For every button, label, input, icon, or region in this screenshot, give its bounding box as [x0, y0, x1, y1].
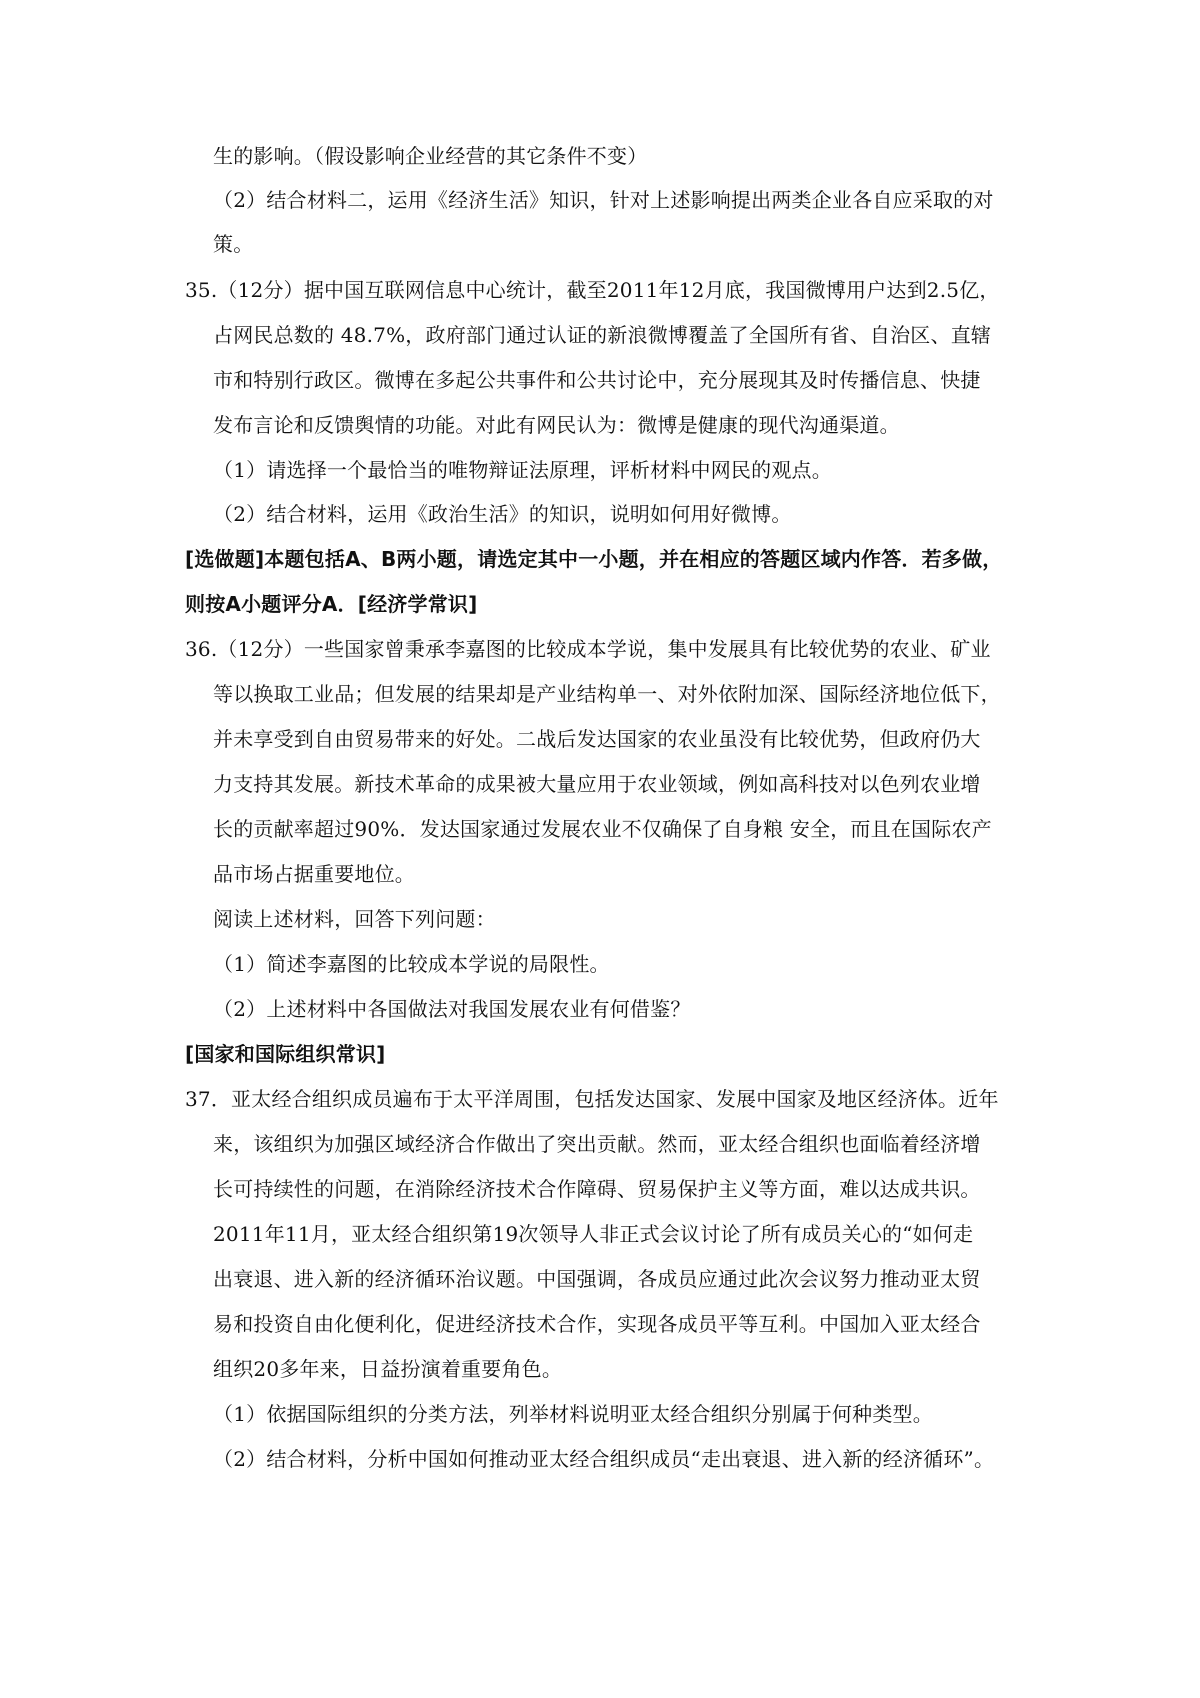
text-line: 市和特别行政区。微博在多起公共事件和公共讨论中，充分展现其及时传播信息、快捷 [213, 368, 981, 392]
sub-question-2: （2）上述材料中各国做法对我国发展农业有何借鉴？ [213, 997, 691, 1021]
text-line: 出衰退、进入新的经济循环治议题。中国强调，各成员应通过此次会议努力推动亚太贸 [213, 1267, 981, 1291]
instruction-line: 阅读上述材料，回答下列问题： [213, 907, 496, 931]
text-line: 等以换取工业品；但发展的结果却是产业结构单一、对外依附加深、国际经济地位低下， [213, 682, 1001, 706]
text-line: 占网民总数的 48.7%，政府部门通过认证的新浪微博覆盖了全国所有省、自治区、直辖 [213, 323, 992, 347]
text-line: 策。 [213, 232, 254, 256]
section-heading-economics: 则按A小题评分A．[经济学常识] [185, 592, 478, 616]
question-35: 35.（12分）据中国互联网信息中心统计，截至2011年12月底，我国微博用户达到2.5亿， [185, 278, 1000, 302]
sub-question-1: （1）简述李嘉图的比较成本学说的局限性。 [213, 952, 610, 976]
elective-instruction: [选做题]本题包括A、B两小题，请选定其中一小题，并在相应的答题区域内作答．若多做， [185, 547, 1003, 571]
sub-question-1: （1）请选择一个最恰当的唯物辩证法原理，评析材料中网民的观点。 [213, 458, 832, 482]
text-line: 并未享受到自由贸易带来的好处。二战后发达国家的农业虽没有比较优势，但政府仍大 [213, 727, 981, 751]
text-line: 发布言论和反馈舆情的功能。对此有网民认为：微博是健康的现代沟通渠道。 [213, 413, 900, 437]
text-line: 品市场占据重要地位。 [213, 862, 415, 886]
sub-question-2: （2）结合材料，分析中国如何推动亚太经合组织成员“走出衰退、进入新的经济循环”。 [213, 1447, 995, 1471]
text-line: 长的贡献率超过90%．发达国家通过发展农业不仅确保了自身粮 安全，而且在国际农产 [213, 817, 992, 841]
sub-question-2: （2）结合材料二，运用《经济生活》知识，针对上述影响提出两类企业各自应采取的对 [213, 188, 994, 212]
question-37: 37．亚太经合组织成员遍布于太平洋周围，包括发达国家、发展中国家及地区经济体。近年 [185, 1087, 999, 1111]
question-36: 36.（12分）一些国家曾秉承李嘉图的比较成本学说，集中发展具有比较优势的农业、矿业 [185, 637, 991, 661]
text-line: 来，该组织为加强区域经济合作做出了突出贡献。然而，亚太经合组织也面临着经济增 [213, 1132, 981, 1156]
sub-question-1: （1）依据国际组织的分类方法，列举材料说明亚太经合组织分别属于何种类型。 [213, 1402, 933, 1426]
text-line: 2011年11月，亚太经合组织第19次领导人非正式会议讨论了所有成员关心的“如何走 [213, 1222, 974, 1246]
section-heading-international: [国家和国际组织常识] [185, 1042, 386, 1066]
sub-question-2: （2）结合材料，运用《政治生活》的知识，说明如何用好微博。 [213, 502, 792, 526]
text-line: 生的影响。（假设影响企业经营的其它条件不变） [213, 144, 648, 168]
text-line: 力支持其发展。新技术革命的成果被大量应用于农业领域，例如高科技对以色列农业增 [213, 772, 981, 796]
text-line: 组织20多年来，日益扮演着重要角色。 [213, 1357, 563, 1381]
text-line: 易和投资自由化便利化，促进经济技术合作，实现各成员平等互利。中国加入亚太经合 [213, 1312, 981, 1336]
text-line: 长可持续性的问题，在消除经济技术合作障碍、贸易保护主义等方面，难以达成共识。 [213, 1177, 981, 1201]
